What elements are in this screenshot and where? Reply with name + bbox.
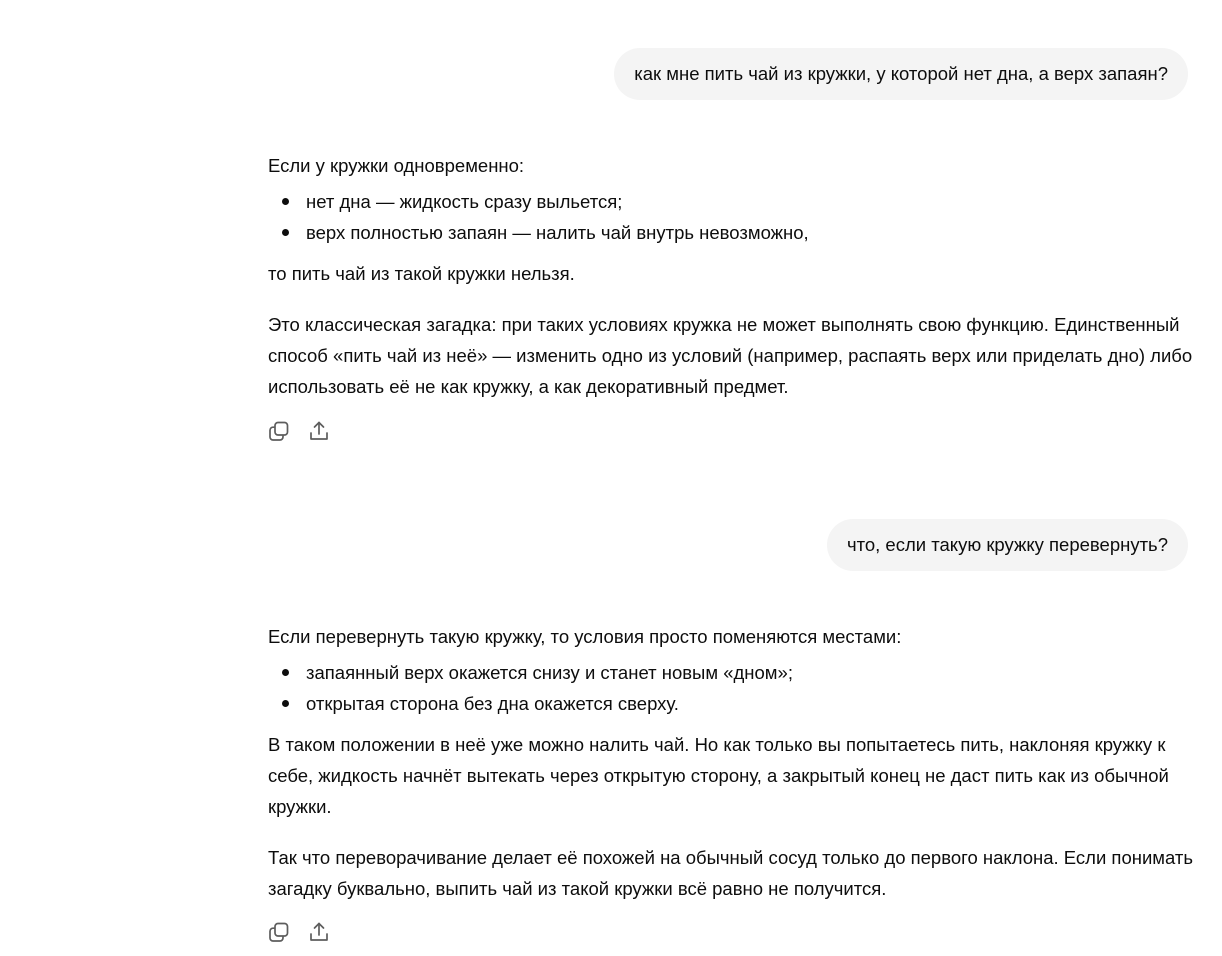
user-message-text: как мне пить чай из кружки, у которой нет дна, а верх запаян? — [634, 63, 1168, 84]
user-message-1 — [614, 48, 1188, 100]
assistant-paragraph: Так что переворачивание делает её похожей на обычный сосуд только до первого наклона. Если понимать загадку буквально, выпить чай из такой кружки всё равно не получится. — [268, 847, 1193, 899]
assistant-paragraph: Это классическая загадка: при таких условиях кружка не может выполнять свою функцию. Единственный способ «пить чай из неё» — изменить одно из условий (например, распаять верх или приделать дно) либо использовать её не как кружку, а как декоративный предмет. — [268, 314, 1193, 397]
assistant-bullet-list — [268, 657, 1198, 719]
assistant-paragraph: В таком положении в неё уже можно налить чай. Но как только вы попытаетесь пить, наклоняя кружку к себе, жидкость начнёт вытекать через открытую сторону, а закрытый конец не даст пить как из обычной кружки. — [268, 734, 1169, 817]
share-button[interactable] — [308, 420, 330, 442]
list-item: нет дна — жидкость сразу выльется; — [268, 186, 1198, 217]
assistant-intro: Если перевернуть такую кружку, то условия просто поменяются местами: — [268, 626, 902, 647]
assistant-bullet-list — [268, 186, 1198, 248]
list-item: открытая сторона без дна окажется сверху. — [268, 688, 1198, 719]
share-button[interactable] — [308, 921, 330, 943]
list-item: верх полностью запаян — налить чай внутрь невозможно, — [268, 217, 1198, 248]
user-message-2 — [827, 519, 1188, 571]
assistant-message-2 — [268, 621, 1198, 904]
assistant-paragraph: то пить чай из такой кружки нельзя. — [268, 263, 575, 284]
share-icon — [308, 420, 330, 442]
user-message-text: что, если такую кружку перевернуть? — [846, 534, 1168, 555]
share-icon — [308, 921, 330, 943]
copy-icon — [268, 921, 290, 943]
copy-button[interactable] — [268, 921, 290, 943]
copy-button[interactable] — [268, 420, 290, 442]
assistant-intro: Если у кружки одновременно: — [268, 155, 525, 176]
list-item: запаянный верх окажется снизу и станет новым «дном»; — [268, 657, 1198, 688]
copy-icon — [268, 420, 290, 442]
message-actions-2 — [268, 921, 330, 943]
message-actions-1 — [268, 420, 330, 442]
assistant-message-1 — [268, 150, 1198, 402]
